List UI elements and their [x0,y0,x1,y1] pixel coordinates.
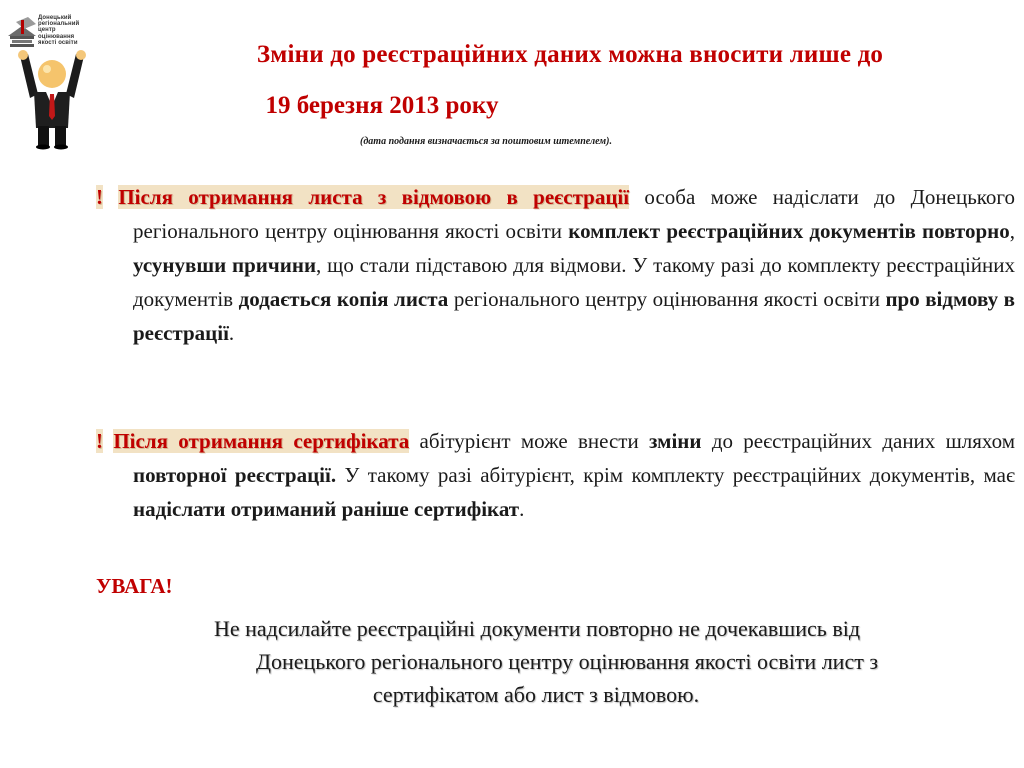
rule-after-certificate: ! Після отримання сертифіката абітурієнт може внести зміни до реєстраційних даних шляхом повторної реєстрації. У такому разі абітурієнт, крім комплекту реєстраційних документів, має надіслати отриманий раніше сертифікат. [96,429,1015,521]
bullet-mark: ! [96,185,103,209]
title-line-2: 19 березня 2013 року [265,92,499,119]
highlight-phrase: Після отримання листа з відмовою в реєстрації [118,185,630,209]
warning-title: УВАГА! [96,574,173,598]
warning-line-1: Не надсилайте реєстраційні документи повторно не дочекавшись від [213,616,861,641]
title-note: (дата подання визначається за поштовим штемпелем). [360,136,612,147]
highlight-phrase: Після отримання сертифіката [113,429,410,453]
title-line-1: Зміни до реєстраційних даних можна вносити лише до [256,41,884,68]
rule-rejection-letter: ! Після отримання листа з відмовою в реєстрації особа може надіслати до Донецького регіонального центру оцінювання якості освіти комплект реєстраційних документів повторно, усунувши причини, що стали підставою для відмови. У такому разі до комплекту реєстраційних документів додається копія листа регіонального центру оцінювання якості освіти про відмову в реєстрації. [96,185,1015,345]
bullet-mark: ! [96,429,103,453]
cheering-man-illustration [2,50,102,150]
warning-line-3: сертифікатом або лист з відмовою. [372,682,700,707]
warning-line-2: Донецького регіонального центру оцінювання якості освіти лист з [255,649,879,674]
logo-text: Донецький регіональний центр оцінювання якості освіти [38,14,80,46]
warning-text [96,612,978,711]
